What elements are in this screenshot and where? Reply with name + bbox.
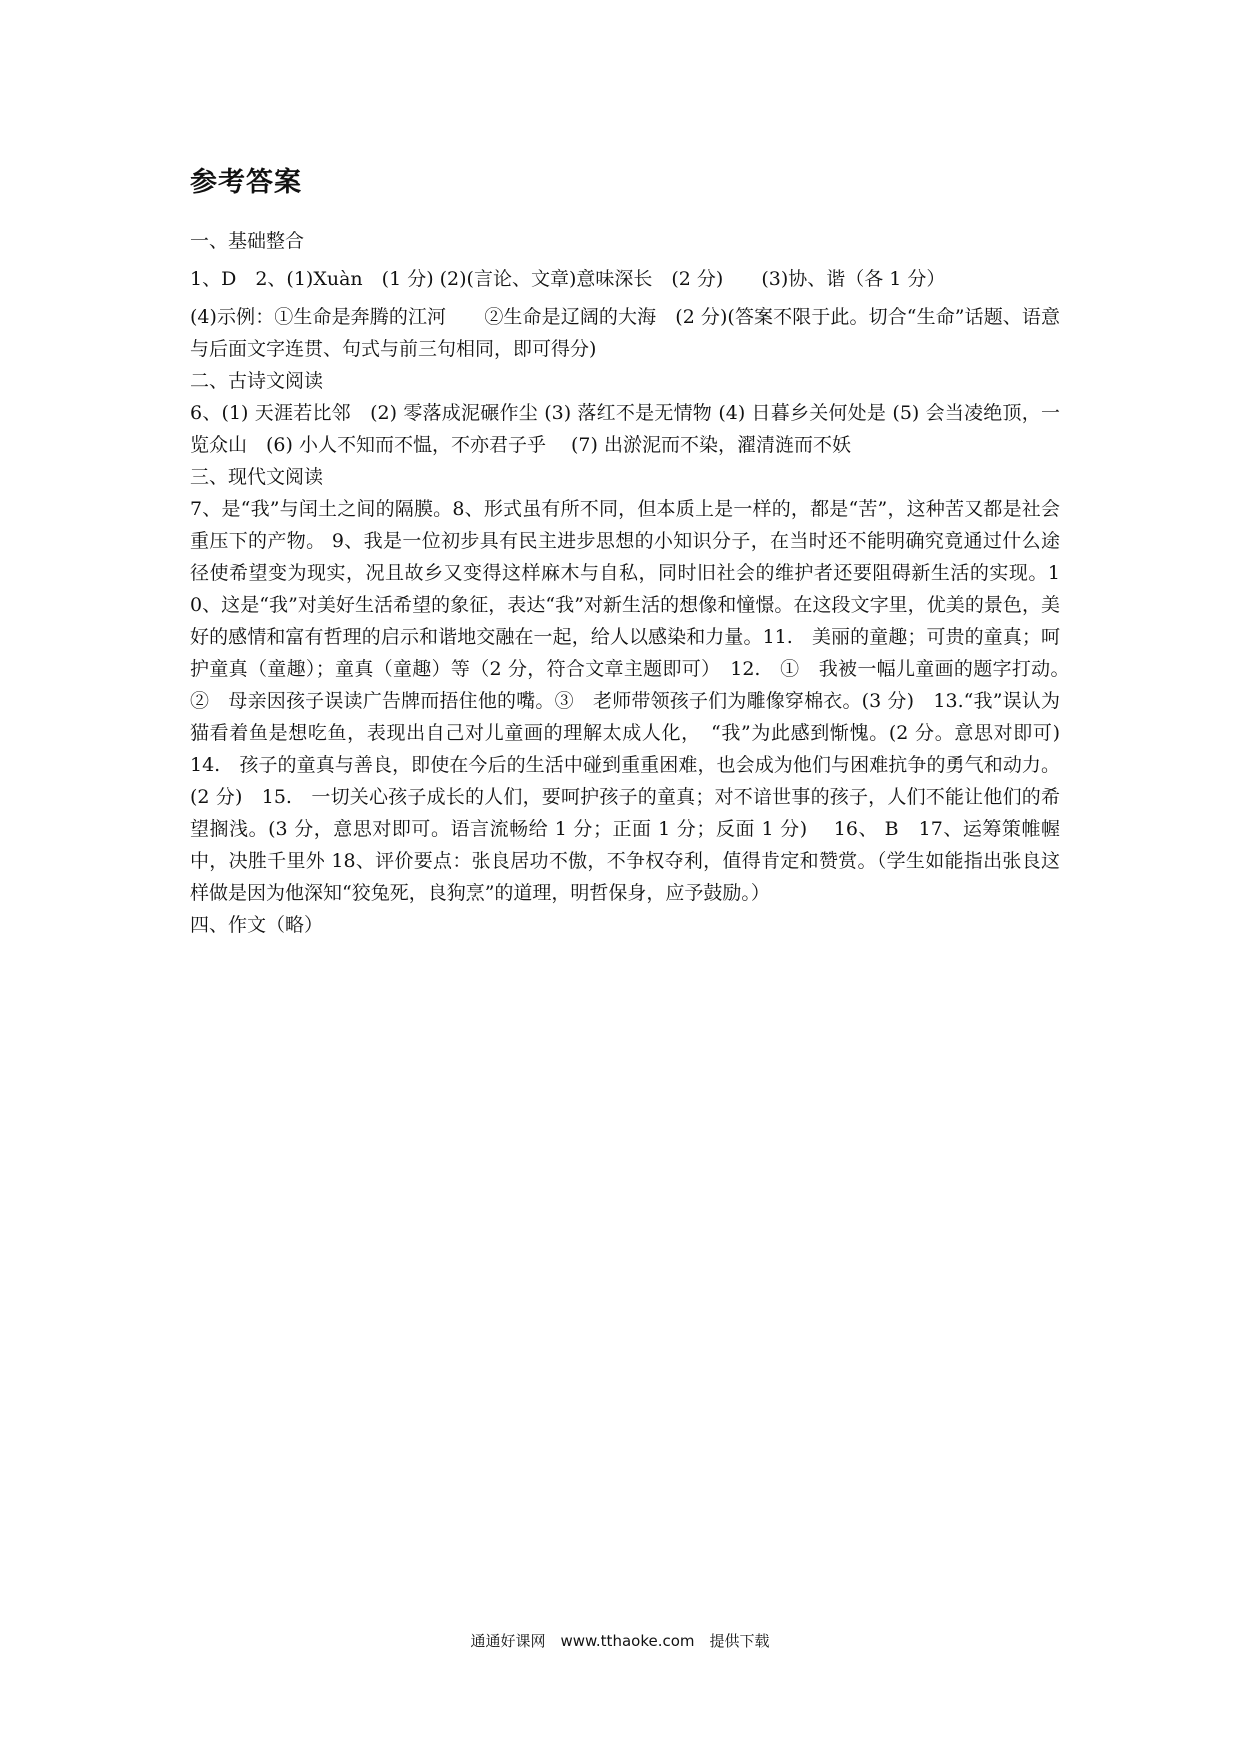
section-heading: 一、基础整合 — [190, 230, 305, 252]
footer-download-note: 通通好课网 www.tthaoke.com 提供下载 — [470, 1632, 770, 1650]
section-heading: 二、古诗文阅读 — [190, 370, 324, 392]
section-classical-poetry — [190, 365, 1060, 461]
section-composition — [190, 909, 1060, 941]
page-title: 参考答案 — [190, 167, 302, 198]
answer-paragraph: 7、是“我”与闰土之间的隔膜。8、形式虽有所不同，但本质上是一样的，都是“苦”，这种苦又都是社会重压下的产物。 9、我是一位初步具有民主进步思想的小知识分子，在当时还不能明确究竟通过什么途径使希望变为现实，况且故乡又变得这样麻木与自私，同时旧社会的维护者还要阻碍新生活的实现。10、这是“我”对美好生活希望的象征，表达“我”对新生活的想像和憧憬。在这段文字里，优美的景色，美好的感情和富有哲理的启示和谐地交融在一起，给人以感染和力量。11. 美丽的童趣；可贵的童真；呵护童真（童趣）；童真（童趣）等（2 分，符合文章主题即可） 12. ① 我被一幅儿童画的题字打动。 ② 母亲因孩子误读广告牌而捂住他的嘴。③ 老师带领孩子们为雕像穿棉衣。(3 分) 13.“我”误认为猫看着鱼是想吃鱼，表现出自己对儿童画的理解太成人化， “我”为此感到惭愧。(2 分。意思对即可) 14. 孩子的童真与善良，即使在今后的生活中碰到重重困难，也会成为他们与困难抗争的勇气和动力。(2 分) 15. 一切关心孩子成长的人们，要呵护孩子的童真；对不谙世事的孩子，人们不能让他们的希望搁浅。(3 分，意思对即可。语言流畅给 1 分；正面 1 分；反面 1 分) 16、 B 17、运筹策帷幄中，决胜千里外 18、评价要点：张良居功不傲，不争权夺利，值得肯定和赞赏。（学生如能指出张良这样做是因为他深知“狡兔死，良狗烹”的道理，明哲保身，应予鼓励。） — [190, 498, 1080, 904]
answer-paragraph: 1、D 2、(1)Xuàn (1 分) (2)(言论、文章)意味深长 (2 分) (3)协、谐（各 1 分） — [190, 268, 946, 290]
answer-paragraph: (4)示例：①生命是奔腾的江河 ②生命是辽阔的大海 (2 分)(答案不限于此。切合“生命”话题、语意与后面文字连贯、句式与前三句相同，即可得分) — [190, 306, 1060, 360]
answer-page — [190, 150, 1080, 941]
section-heading: 四、作文（略） — [190, 914, 324, 936]
answer-paragraph: 6、(1) 天涯若比邻 (2) 零落成泥碾作尘 (3) 落红不是无情物 (4) 日暮乡关何处是 (5) 会当凌绝顶，一览众山 (6) 小人不知而不愠，不亦君子乎 (7) 出淤泥而不染，濯清涟而不妖 — [190, 402, 1060, 456]
section-modern-reading — [190, 461, 1080, 909]
section-basic — [190, 225, 1060, 365]
section-heading: 三、现代文阅读 — [190, 466, 324, 488]
